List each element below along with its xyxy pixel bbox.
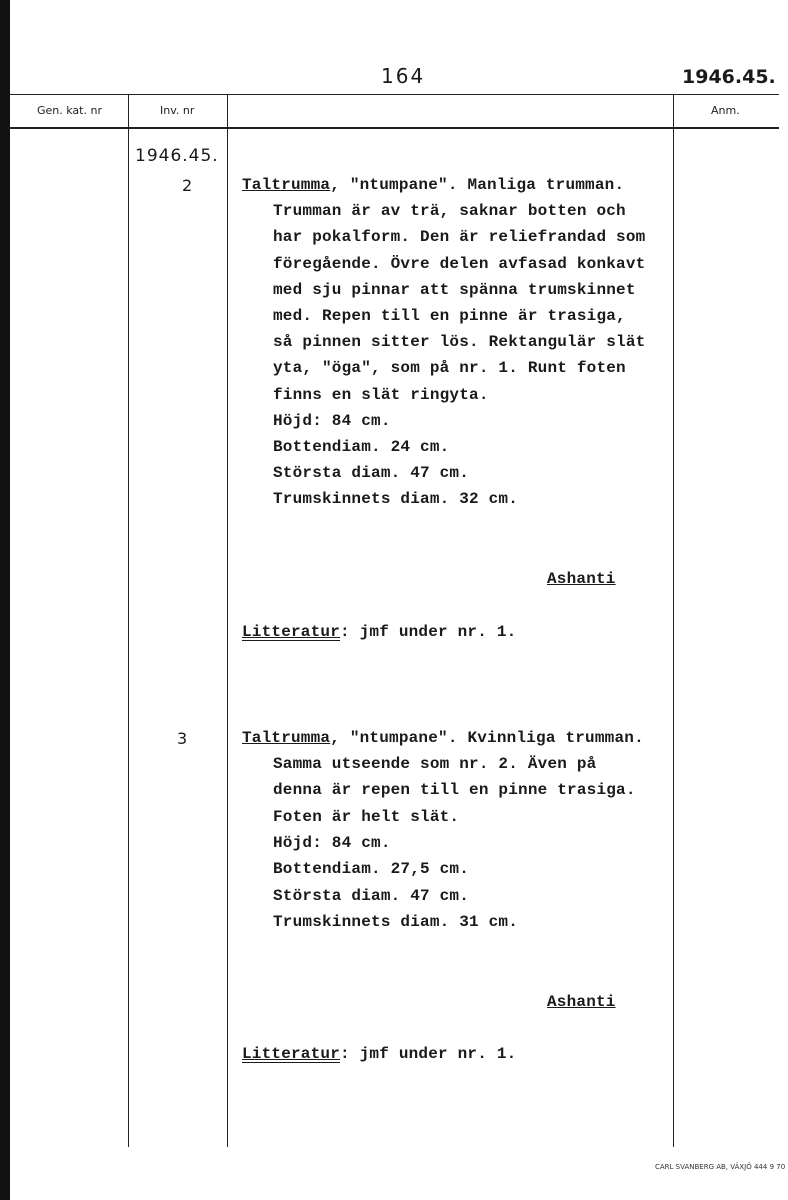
literature-text: : jmf under nr. 1.: [340, 623, 517, 641]
header-rule: [10, 127, 779, 129]
scan-edge-bar: [0, 0, 10, 1200]
entry-line: Bottendiam. 24 cm.: [273, 438, 450, 456]
literature-line: [242, 1045, 516, 1063]
inv-number: 2: [182, 176, 193, 195]
entry-line: Trumskinnets diam. 32 cm.: [273, 490, 519, 508]
entry-title-line: [242, 729, 644, 747]
catalogue-year: 1946.45.: [135, 146, 219, 166]
entry-line: Bottendiam. 27,5 cm.: [273, 860, 470, 878]
entry-line: Foten är helt slät.: [273, 808, 460, 826]
entry-line: Trumskinnets diam. 31 cm.: [273, 913, 519, 931]
entry-origin: Ashanti: [547, 993, 616, 1011]
entry-line: Trumman är av trä, saknar botten och: [273, 202, 626, 220]
column-divider-2: [227, 95, 228, 1147]
entry-line: har pokalform. Den är reliefrandad som: [273, 228, 646, 246]
literature-label: Litteratur: [242, 1045, 341, 1063]
column-header-anm: Anm.: [711, 104, 740, 117]
literature-label: Litteratur: [242, 623, 341, 641]
entry-line: Största diam. 47 cm.: [273, 887, 470, 905]
column-header-inv: Inv. nr: [160, 104, 195, 117]
page-number: 164: [381, 64, 426, 88]
entry-line: denna är repen till en pinne trasiga.: [273, 781, 636, 799]
entry-title: Taltrumma: [242, 176, 331, 194]
page-year: 1946.45.: [682, 66, 776, 88]
entry-line: Höjd: 84 cm.: [273, 412, 391, 430]
entry-title: Taltrumma: [242, 729, 331, 747]
entry-line: med sju pinnar att spänna trumskinnet: [273, 281, 636, 299]
entry-origin: Ashanti: [547, 570, 616, 588]
literature-line: [242, 623, 516, 641]
column-divider-3: [673, 95, 674, 1147]
entry-line: Höjd: 84 cm.: [273, 834, 391, 852]
entry-title-rest: , "ntumpane". Manliga trumman.: [330, 176, 625, 194]
entry-line: så pinnen sitter lös. Rektangulär slät: [273, 333, 646, 351]
entry-line: finns en slät ringyta.: [273, 386, 489, 404]
top-rule: [10, 94, 779, 95]
entry-title-rest: , "ntumpane". Kvinnliga trumman.: [330, 729, 644, 747]
entry-line: med. Repen till en pinne är trasiga,: [273, 307, 626, 325]
inv-number: 3: [177, 729, 188, 748]
column-header-gen-kat: Gen. kat. nr: [37, 104, 102, 117]
entry-line: Samma utseende som nr. 2. Även på: [273, 755, 597, 773]
entry-line: föregående. Övre delen avfasad konkavt: [273, 255, 646, 273]
column-divider-1: [128, 95, 129, 1147]
entry-line: Största diam. 47 cm.: [273, 464, 470, 482]
entry-title-line: [242, 176, 624, 194]
entry-line: yta, "öga", som på nr. 1. Runt foten: [273, 359, 626, 377]
literature-text: : jmf under nr. 1.: [340, 1045, 517, 1063]
printer-imprint: CARL SVANBERG AB, VÄXJÖ 444 9 70: [655, 1163, 786, 1171]
